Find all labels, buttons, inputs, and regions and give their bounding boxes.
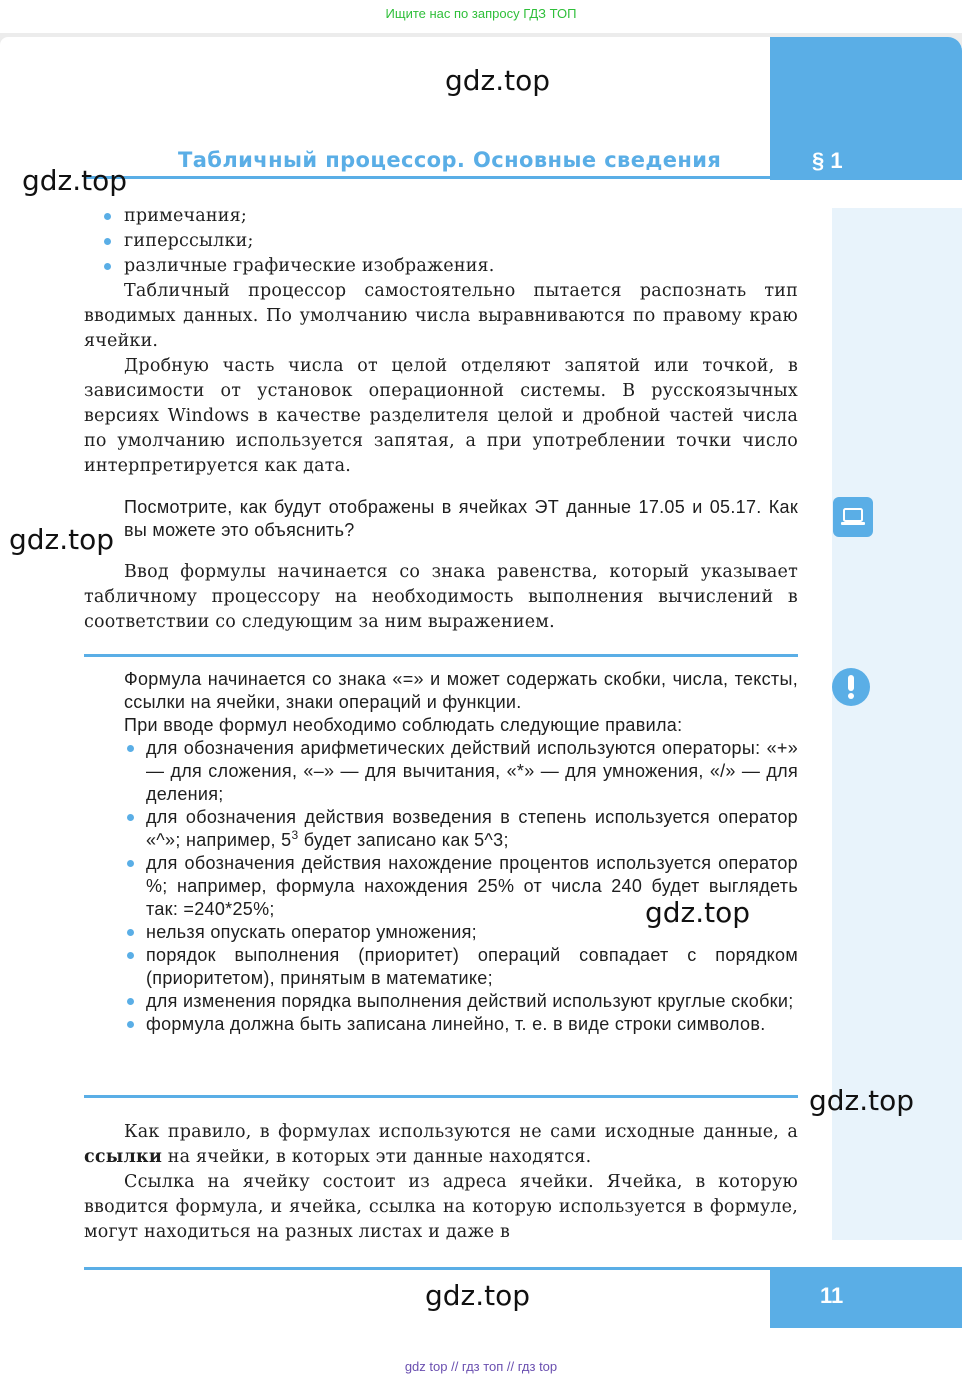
section-number: § 1 xyxy=(812,148,843,173)
header-rule xyxy=(84,176,770,179)
paragraph: Ссылка на ячейку состоит из адреса ячейки. Ячейка, в которую вводится формула, и ячейка, ссылка на которую используется в формуле, могут находиться на разных листах и даже в xyxy=(84,1172,798,1242)
rule-item: для обозначения действия нахождение процентов используется оператор %; например, формула нахождения 25% от числа 240 будет выглядеть так: =240*25%; xyxy=(124,852,798,921)
question-text: Посмотрите, как будут отображены в ячейках ЭТ данные 17.05 и 05.17. Как вы можете это объяснить? xyxy=(124,497,798,540)
bullet-item: примечания; xyxy=(84,204,798,229)
paragraph xyxy=(84,1120,798,1170)
bottom-banner[interactable]: gdz top // гдз топ // гдз top xyxy=(404,1359,558,1374)
rules-lead: При вводе формул необходимо соблюдать следующие правила: xyxy=(124,715,683,735)
exclamation-icon xyxy=(832,668,870,706)
bold-term: ссылки xyxy=(84,1147,163,1167)
rule-item: формула должна быть записана линейно, т. е. в виде строки символов. xyxy=(124,1013,798,1036)
body-text-formula xyxy=(84,560,798,635)
rule-text: для обозначения действия возведения в степень используется оператор «^»; например, 5 xyxy=(146,807,798,850)
superscript: 3 xyxy=(291,828,299,842)
top-banner[interactable]: Ищите нас по запросу ГДЗ ТОП xyxy=(385,6,577,21)
laptop-icon xyxy=(833,497,873,537)
bullet-item: различные графические изображения. xyxy=(84,254,798,279)
watermark: gdz.top xyxy=(645,896,751,929)
page-number: 11 xyxy=(820,1283,844,1308)
watermark: gdz.top xyxy=(809,1084,915,1117)
text-run: Как правило, в формулах используются не сами исходные данные, а xyxy=(124,1122,798,1142)
watermark: gdz.top xyxy=(445,64,551,97)
body-text-bottom xyxy=(84,1120,798,1245)
rule-item: нельзя опускать оператор умножения; xyxy=(124,921,798,944)
text-run: на ячейки, в которых эти данные находятся. xyxy=(162,1147,592,1167)
paragraph: Табличный процессор самостоятельно пытается распознать тип вводимых данных. По умолчанию числа выравниваются по правому краю ячейки. xyxy=(84,281,798,351)
watermark: gdz.top xyxy=(22,164,128,197)
chapter-title: Табличный процессор. Основные сведения xyxy=(178,148,722,172)
paragraph: Ввод формулы начинается со знака равенства, который указывает табличному процессору на необходимость выполнения вычислений в соответствии со следующим за ним выражением. xyxy=(84,562,798,632)
bullet-item: гиперссылки; xyxy=(84,229,798,254)
footer-block xyxy=(770,1267,962,1328)
rules-box xyxy=(124,668,798,1036)
rules-box-top-rule xyxy=(84,654,798,657)
footer-rule xyxy=(84,1267,770,1270)
rule-item: для обозначения арифметических действий используются операторы: «+» — для сложения, «–» — для вычитания, «*» — для умножения, «/» — для деления; xyxy=(124,737,798,806)
rules-box-bottom-rule xyxy=(84,1095,798,1098)
watermark: gdz.top xyxy=(425,1279,531,1312)
watermark: gdz.top xyxy=(9,523,115,556)
body-text-top xyxy=(84,204,798,479)
paragraph: Дробную часть числа от целой отделяют запятой или точкой, в зависимости от установок операционной системы. В русскоязычных версиях Windows в качестве разделителя целой и дробной частей числа по умолчанию используется запятая, а при употреблении точки число интерпретируется как дата. xyxy=(84,356,798,476)
rule-item: для изменения порядка выполнения действий используют круглые скобки; xyxy=(124,990,798,1013)
rule-item: порядок выполнения (приоритет) операций совпадает с порядком (приоритетом), принятым в математике; xyxy=(124,944,798,990)
header-corner-block xyxy=(770,37,962,180)
rules-intro: Формула начинается со знака «=» и может содержать скобки, числа, тексты, ссылки на ячейки, знаки операций и функции. xyxy=(124,669,798,712)
rule-item xyxy=(124,806,798,852)
rule-text: будет записано как 5^3; xyxy=(298,830,509,850)
